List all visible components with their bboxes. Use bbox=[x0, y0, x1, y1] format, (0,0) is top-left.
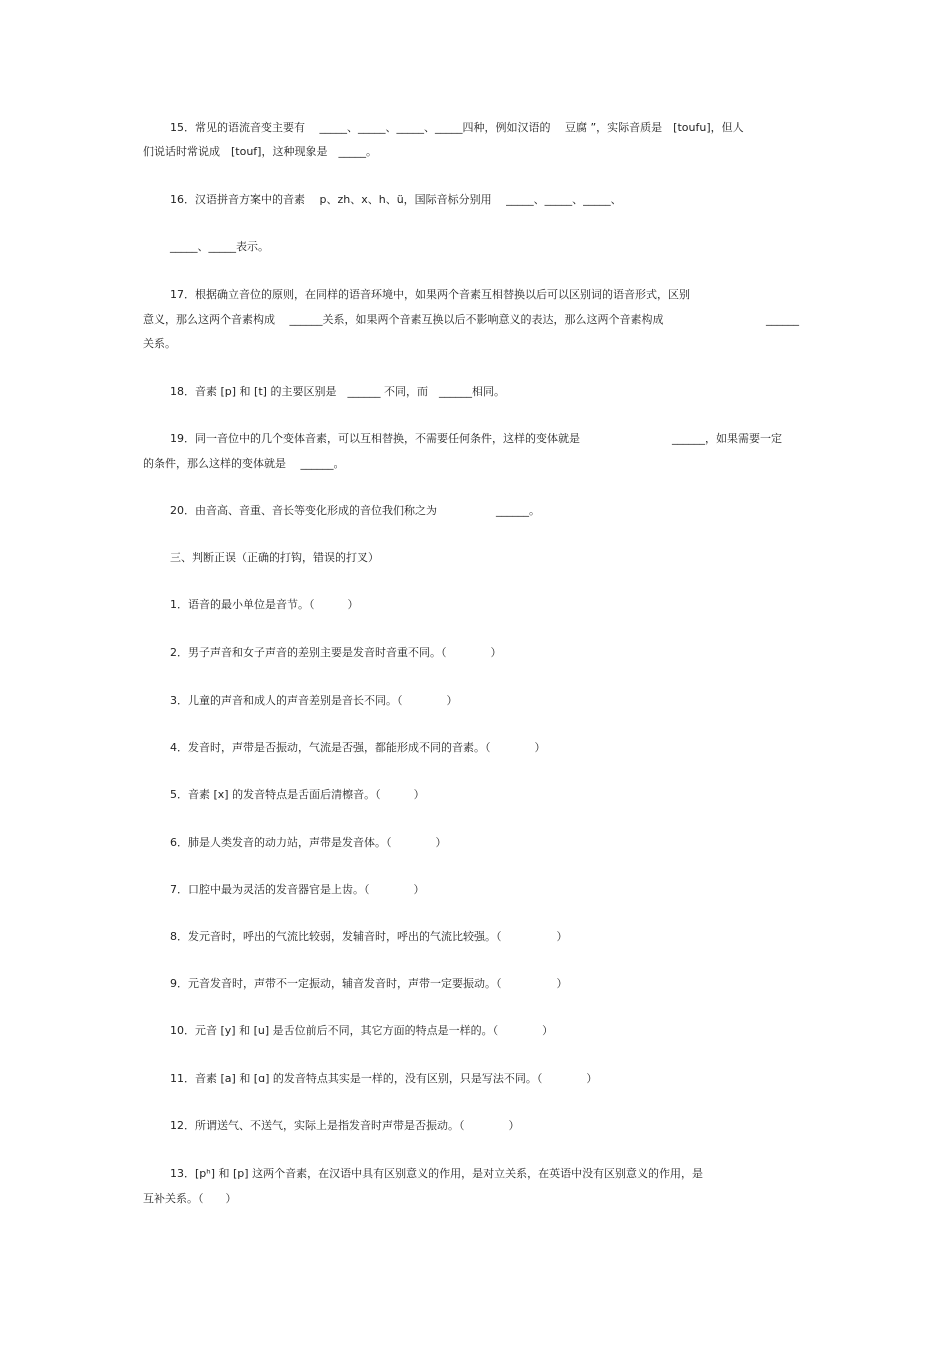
judge-item-8: 8．发元音时，呼出的气流比较弱，发辅音时，呼出的气流比较强。（ ） bbox=[170, 930, 568, 943]
judge-item-11: 11．音素 [a] 和 [ɑ] 的发音特点其实是一样的，没有区别，只是写法不同。（ ） bbox=[170, 1072, 598, 1085]
q15-line2: 们说话时常说成 [touf]，这种现象是 _____。 bbox=[143, 145, 377, 158]
judge-item-4: 4．发音时，声带是否振动，气流是否强，都能形成不同的音素。（ ） bbox=[170, 741, 546, 754]
section-heading: 三、判断正误（正确的打钩，错误的打叉） bbox=[170, 551, 379, 564]
judge-item-5: 5．音素 [x] 的发音特点是舌面后清檫音。（ ） bbox=[170, 788, 425, 801]
judge-item-3: 3．儿童的声音和成人的声音差别是音长不同。（ ） bbox=[170, 694, 458, 707]
q17-line2: 意义，那么这两个音素构成 ______关系，如果两个音素互换以后不影响意义的表达，那么这两个音素构成 bbox=[143, 313, 664, 326]
q17-line1: 17．根据确立音位的原则，在同样的语音环境中，如果两个音素互相替换以后可以区别词的语音形式，区别 bbox=[170, 288, 690, 301]
q20-line: 20．由音高、音重、音长等变化形成的音位我们称之为 bbox=[170, 504, 437, 517]
judge-item-10: 10．元音 [y] 和 [u] 是舌位前后不同，其它方面的特点是一样的。（ ） bbox=[170, 1024, 554, 1037]
q19-line1: 19．同一音位中的几个变体音素，可以互相替换，不需要任何条件，这样的变体就是 bbox=[170, 432, 580, 445]
judge-item-9: 9．元音发音时，声带不一定振动，辅音发音时，声带一定要振动。（ ） bbox=[170, 977, 568, 990]
q16-line2: _____、_____表示。 bbox=[170, 240, 269, 253]
judge-item-13-line1: 13．[pʰ] 和 [p] 这两个音素，在汉语中具有区别意义的作用，是对立关系，在英语中没有区别意义的作用，是 bbox=[170, 1167, 704, 1180]
judge-item-7: 7．口腔中最为灵活的发音器官是上齿。（ ） bbox=[170, 883, 425, 896]
q17-line3: 关系。 bbox=[143, 337, 176, 350]
q18-line: 18．音素 [p] 和 [t] 的主要区别是 ______ 不同，而 ______相同。 bbox=[170, 385, 505, 398]
q19-line2: 的条件，那么这样的变体就是 ______。 bbox=[143, 457, 345, 470]
q19-blank: ______，如果需要一定 bbox=[672, 432, 782, 445]
q20-blank: ______。 bbox=[496, 504, 540, 517]
judge-item-1: 1．语音的最小单位是音节。（ ） bbox=[170, 598, 359, 611]
q17-blank: ______ bbox=[766, 313, 799, 326]
judge-item-12: 12．所谓送气、不送气，实际上是指发音时声带是否振动。（ ） bbox=[170, 1119, 520, 1132]
q15-line1: 15．常见的语流音变主要有 _____、_____、_____、_____四种，例如汉语的 豆腐 ”，实际音质是 [toufu]，但人 bbox=[170, 121, 744, 134]
judge-item-13-line2: 互补关系。（ ） bbox=[143, 1192, 237, 1205]
judge-item-2: 2．男子声音和女子声音的差别主要是发音时音重不同。（ ） bbox=[170, 646, 502, 659]
judge-item-6: 6．肺是人类发音的动力站，声带是发音体。（ ） bbox=[170, 836, 447, 849]
q16-line1: 16．汉语拼音方案中的音素 p、zh、x、h、ü，国际音标分别用 _____、_____、_____、 bbox=[170, 193, 622, 206]
